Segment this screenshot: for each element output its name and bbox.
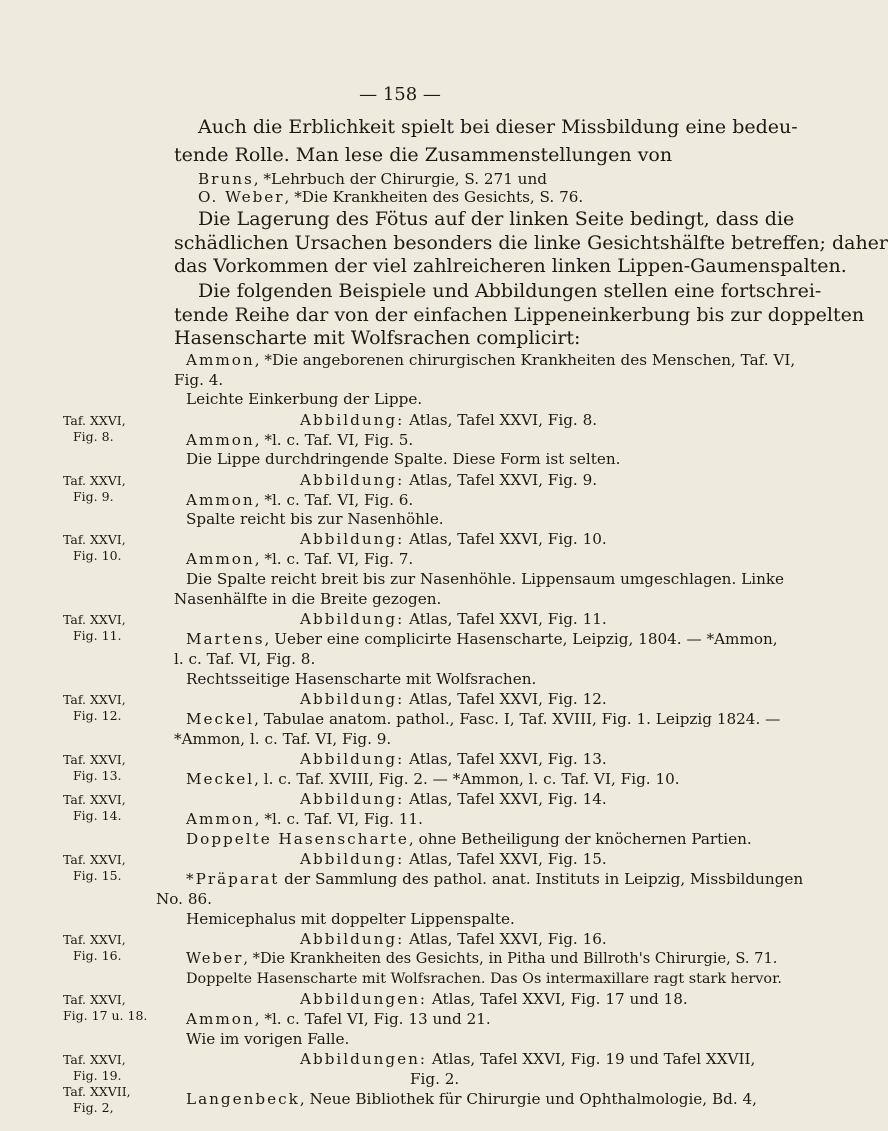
entry-11-description: Wie im vorigen Falle. (186, 1030, 350, 1048)
entry-4-reference-cont: l. c. Taf. VI, Fig. 8. (174, 650, 316, 668)
author-name: Ammon (186, 1010, 255, 1028)
margin-figure-11b: Fig. 2, (73, 1100, 114, 1115)
margin-figure-5: Fig. 12. (73, 708, 122, 723)
margin-plate-1: Taf. XXVI, (63, 413, 126, 428)
entry-3-description: Spalte reicht bis zur Nasenhöhle. (186, 510, 444, 528)
entry-10-illustration (300, 992, 688, 1007)
reference-weber (198, 190, 583, 205)
reference-text: , *l. c. Tafel VI, Fig. 13 und 21. (254, 1010, 491, 1028)
description-heading: Doppelte Hasenscharte (186, 830, 409, 848)
illustration-label: Abbildung: (300, 850, 405, 868)
author-name: Ammon (186, 351, 255, 369)
entry-10-description: Doppelte Hasenscharte mit Wolfsrachen. Das Os intermaxillare ragt stark hervor. (186, 971, 782, 987)
entry-3-illustration (300, 532, 607, 547)
reference-ammon-main (186, 353, 795, 368)
entry-9-description: Hemicephalus mit doppelter Lippenspalte. (186, 910, 515, 928)
entry-5-illustration (300, 692, 607, 707)
margin-plate-11b: Taf. XXVII, (63, 1084, 131, 1099)
reference-ammon-main-cont: Fig. 4. (174, 371, 224, 389)
page-number: — 158 — (359, 84, 441, 105)
author-name: Meckel (186, 770, 255, 788)
para3-line-3: Hasenscharte mit Wolfsrachen complicirt: (174, 327, 581, 349)
margin-plate-7: Taf. XXVI, (63, 792, 126, 807)
margin-figure-10: Fig. 17 u. 18. (63, 1008, 148, 1023)
illustration-label: Abbildungen: (300, 1050, 428, 1068)
para2-line-3: das Vorkommen der viel zahlreicheren linken Lippen-Gaumenspalten. (174, 255, 847, 277)
margin-plate-5: Taf. XXVI, (63, 692, 126, 707)
margin-figure-7: Fig. 14. (73, 808, 122, 823)
entry-5-reference (186, 712, 780, 727)
reference-text: , *l. c. Taf. VI, Fig. 5. (254, 431, 414, 449)
margin-figure-2: Fig. 9. (73, 489, 114, 504)
author-name: O. Weber (198, 188, 285, 206)
illustration-label: Abbildung: (300, 471, 405, 489)
description-text: , ohne Betheiligung der knöchernen Partien. (408, 830, 752, 848)
entry-4-illustration (300, 612, 607, 627)
entry-2-description: Die Lippe durchdringende Spalte. Diese Form ist selten. (186, 450, 621, 468)
illustration-label: Abbildung: (300, 790, 405, 808)
margin-plate-3: Taf. XXVI, (63, 532, 126, 547)
illustration-text: Atlas, Tafel XXVI, Fig. 14. (404, 790, 607, 808)
author-name: Weber (186, 950, 244, 967)
entry-9-illustration (300, 932, 607, 947)
author-name: Ammon (186, 431, 255, 449)
entry-9-reference (186, 952, 777, 967)
entry-4-description-cont: Nasenhälfte in die Breite gezogen. (174, 590, 442, 608)
intro-line-2: tende Rolle. Man lese die Zusammenstellungen von (174, 144, 673, 166)
entry-1-reference (186, 433, 413, 448)
author-name: *Präparat (186, 870, 280, 888)
entry-10-reference (186, 1012, 491, 1027)
margin-plate-2: Taf. XXVI, (63, 473, 126, 488)
author-name: Ammon (186, 491, 255, 509)
reference-text: , Ueber eine complicirte Hasenscharte, Leipzig, 1804. — *Ammon, (264, 630, 778, 648)
entry-6-illustration (300, 752, 607, 767)
entry-1-illustration (300, 413, 597, 428)
margin-plate-6: Taf. XXVI, (63, 752, 126, 767)
reference-text: , *Lehrbuch der Chirurgie, S. 271 und (253, 170, 547, 188)
para2-line-1: Die Lagerung des Fötus auf der linken Seite bedingt, dass die (198, 208, 795, 230)
illustration-label: Abbildung: (300, 530, 405, 548)
author-name: Meckel (186, 710, 255, 728)
author-name: Langenbeck (186, 1090, 300, 1108)
reference-text: , *Die Krankheiten des Gesichts, S. 76. (284, 188, 584, 206)
entry-4-reference (186, 632, 778, 647)
intro-line-1: Auch die Erblichkeit spielt bei dieser Missbildung eine bedeu- (198, 116, 798, 138)
entry-8-illustration (300, 852, 607, 867)
margin-figure-6: Fig. 13. (73, 768, 122, 783)
illustration-text: Atlas, Tafel XXVI, Fig. 9. (404, 471, 598, 489)
entry-2-illustration (300, 473, 597, 488)
entry-8-reference (186, 872, 803, 887)
entry-1-description: Leichte Einkerbung der Lippe. (186, 390, 423, 408)
entry-4-description: Die Spalte reicht breit bis zur Nasenhöhle. Lippensaum umgeschlagen. Linke (186, 570, 785, 588)
para3-line-1: Die folgenden Beispiele und Abbildungen stellen eine fortschrei- (198, 280, 822, 302)
entry-5-description: Rechtsseitige Hasenscharte mit Wolfsrachen. (186, 670, 537, 688)
margin-plate-4: Taf. XXVI, (63, 612, 126, 627)
illustration-text: Atlas, Tafel XXVI, Fig. 15. (404, 850, 607, 868)
entry-2-reference (186, 493, 413, 508)
author-name: Bruns (198, 170, 254, 188)
author-name: Ammon (186, 810, 255, 828)
margin-plate-11: Taf. XXVI, (63, 1052, 126, 1067)
entry-11-illustration-cont: Fig. 2. (410, 1070, 460, 1088)
illustration-text: Atlas, Tafel XXVI, Fig. 12. (404, 690, 607, 708)
entry-6-reference (186, 772, 680, 787)
margin-figure-4: Fig. 11. (73, 628, 122, 643)
reference-text: , *Die angeborenen chirurgischen Krankheiten des Menschen, Taf. VI, (254, 351, 796, 369)
illustration-label: Abbildung: (300, 750, 405, 768)
reference-text: , *Die Krankheiten des Gesichts, in Pitha und Billroth's Chirurgie, S. 71. (243, 950, 778, 967)
illustration-label: Abbildung: (300, 930, 405, 948)
margin-figure-1: Fig. 8. (73, 429, 114, 444)
illustration-label: Abbildung: (300, 690, 405, 708)
entry-5-reference-cont: *Ammon, l. c. Taf. VI, Fig. 9. (174, 730, 392, 748)
entry-11-illustration (300, 1052, 755, 1067)
reference-text: , *l. c. Taf. VI, Fig. 6. (254, 491, 414, 509)
margin-figure-9: Fig. 16. (73, 948, 122, 963)
reference-text: der Sammlung des pathol. anat. Instituts in Leipzig, Missbildungen (279, 870, 804, 888)
illustration-label: Abbildung: (300, 411, 405, 429)
entry-8-description (186, 832, 752, 847)
reference-text: , *l. c. Taf. VI, Fig. 7. (254, 550, 414, 568)
author-name: Ammon (186, 550, 255, 568)
reference-bruns (198, 172, 547, 187)
illustration-label: Abbildung: (300, 610, 405, 628)
reference-text: , Tabulae anatom. pathol., Fasc. I, Taf. XVIII, Fig. 1. Leipzig 1824. — (254, 710, 781, 728)
illustration-text: Atlas, Tafel XXVI, Fig. 11. (404, 610, 607, 628)
reference-text: , *l. c. Taf. VI, Fig. 11. (254, 810, 423, 828)
reference-text: , Neue Bibliothek für Chirurgie und Ophthalmologie, Bd. 4, (299, 1090, 757, 1108)
entry-8-reference-cont: No. 86. (156, 890, 212, 908)
illustration-text: Atlas, Tafel XXVI, Fig. 10. (404, 530, 607, 548)
margin-figure-3: Fig. 10. (73, 548, 122, 563)
entry-7-reference (186, 812, 423, 827)
margin-plate-9: Taf. XXVI, (63, 932, 126, 947)
illustration-text: Atlas, Tafel XXVI, Fig. 19 und Tafel XXVII, (427, 1050, 756, 1068)
illustration-text: Atlas, Tafel XXVI, Fig. 13. (404, 750, 607, 768)
illustration-text: Atlas, Tafel XXVI, Fig. 8. (404, 411, 598, 429)
para2-line-2: schädlichen Ursachen besonders die linke Gesichtshälfte betreffen; daher (174, 232, 888, 254)
entry-3-reference (186, 552, 413, 567)
reference-text: , l. c. Taf. XVIII, Fig. 2. — *Ammon, l. c. Taf. VI, Fig. 10. (254, 770, 680, 788)
margin-figure-8: Fig. 15. (73, 868, 122, 883)
author-name: Martens (186, 630, 265, 648)
illustration-label: Abbildungen: (300, 990, 428, 1008)
illustration-text: Atlas, Tafel XXVI, Fig. 17 und 18. (427, 990, 688, 1008)
margin-plate-10: Taf. XXVI, (63, 992, 126, 1007)
entry-11-reference (186, 1092, 757, 1107)
margin-figure-11: Fig. 19. (73, 1068, 122, 1083)
illustration-text: Atlas, Tafel XXVI, Fig. 16. (404, 930, 607, 948)
entry-7-illustration (300, 792, 607, 807)
margin-plate-8: Taf. XXVI, (63, 852, 126, 867)
para3-line-2: tende Reihe dar von der einfachen Lippeneinkerbung bis zur doppelten (174, 304, 865, 326)
